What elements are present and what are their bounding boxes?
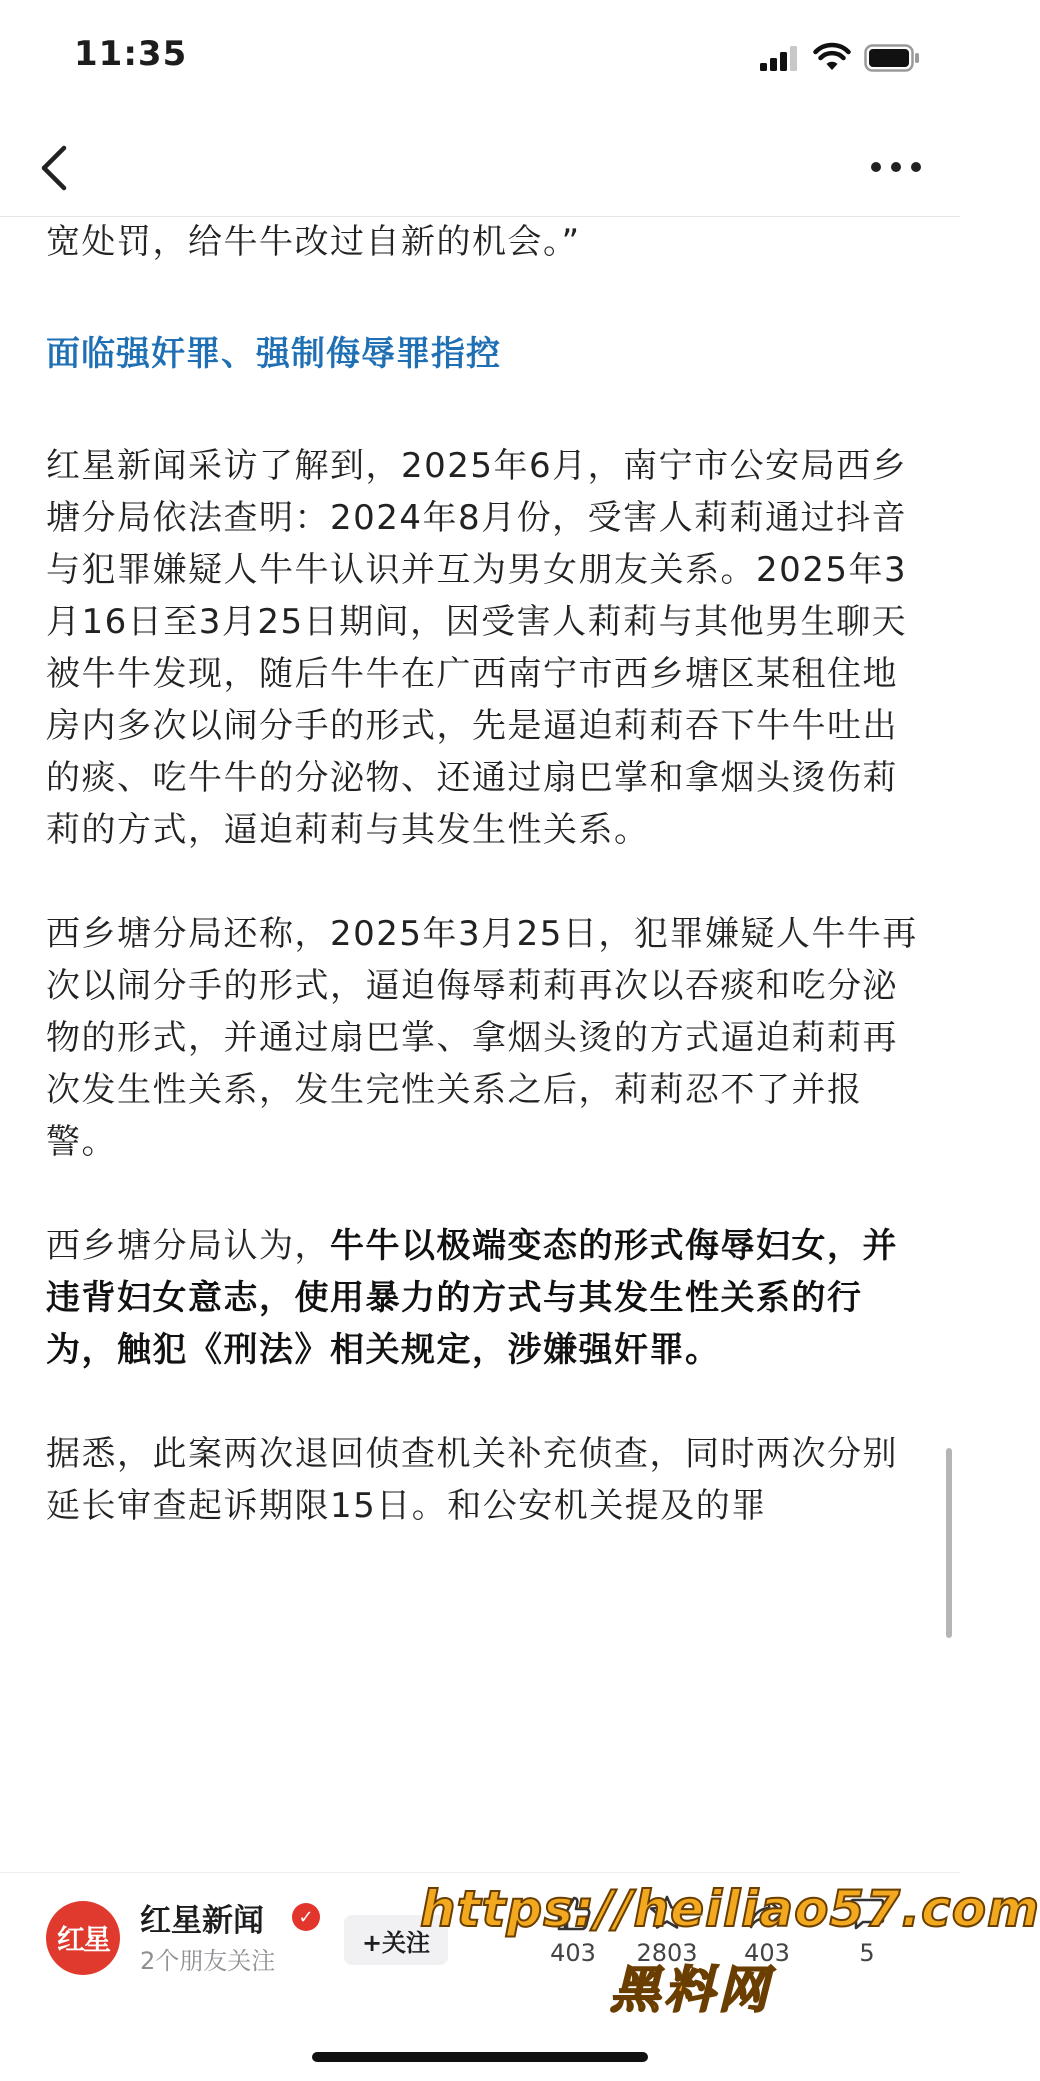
source-name[interactable]: 红星新闻 <box>140 1903 264 1939</box>
battery-icon <box>864 44 920 72</box>
star-icon <box>647 1893 687 1933</box>
like-count: 403 <box>550 1939 596 1967</box>
home-indicator[interactable] <box>312 2052 648 2062</box>
source-friends-following: 2个朋友关注 <box>140 1947 276 1975</box>
follow-button[interactable]: +关注 <box>344 1915 448 1965</box>
verified-badge-icon: ✓ <box>292 1903 320 1931</box>
article-paragraph-2: 西乡塘分局还称，2025年3月25日，犯罪嫌疑人牛牛再次以闹分手的形式，逼迫侮辱莉莉再次以吞痰和吃分泌物的形式，并通过扇巴掌、拿烟头烫的方式逼迫莉莉再次发生性关系，发生完性关系之后，莉莉忍不了并报警。 <box>46 914 918 1162</box>
comment-icon <box>847 1893 887 1933</box>
share-icon <box>747 1893 787 1933</box>
chevron-left-icon <box>32 140 82 196</box>
status-time: 11:35 <box>74 34 188 74</box>
cellular-signal-icon <box>760 45 800 71</box>
article-paragraph-3 <box>46 1220 920 1376</box>
scroll-indicator[interactable] <box>946 1448 952 1638</box>
more-button[interactable] <box>868 142 924 192</box>
status-icons <box>760 44 920 72</box>
like-button[interactable] <box>528 1893 618 1967</box>
watermark-name: 黑料网 <box>610 1961 772 2019</box>
share-button[interactable] <box>722 1893 812 1967</box>
comment-count: 5 <box>859 1939 875 1967</box>
nav-bar <box>0 120 960 217</box>
share-count: 403 <box>744 1939 790 1967</box>
watermark-url: https://heiliao57.com <box>420 1880 1040 1938</box>
back-button[interactable] <box>32 140 82 196</box>
thumbs-up-icon <box>553 1893 593 1933</box>
collect-count: 2803 <box>636 1939 698 1967</box>
source-avatar[interactable]: 红星 <box>46 1901 120 1975</box>
paragraph-3-bold-text: 牛牛以极端变态的形式侮辱妇女，并违背妇女意志，使用暴力的方式与其发生性关系的行为，触犯《刑法》相关规定，涉嫌强奸罪。 <box>46 1226 898 1370</box>
wifi-icon <box>814 44 850 72</box>
article-paragraph-1: 红星新闻采访了解到，2025年6月，南宁市公安局西乡塘分局依法查明：2024年8月份，受害人莉莉通过抖音与犯罪嫌疑人牛牛认识并互为男女朋友关系。2025年3月16日至3月25日期间，因受害人莉莉与其他男生聊天被牛牛发现，随后牛牛在广西南宁市西乡塘区某租住地房内多次以闹分手的形式，先是逼迫莉莉吞下牛牛吐出的痰、吃牛牛的分泌物、还通过扇巴掌和拿烟头烫伤莉莉的方式，逼迫莉莉与其发生性关系。 <box>46 446 908 850</box>
section-heading: 面临强奸罪、强制侮辱罪指控 <box>46 334 501 374</box>
article-paragraph-4: 据悉，此案两次退回侦查机关补充侦查，同时两次分别延长审查起诉期限15日。和公安机关提及的罪 <box>46 1434 898 1526</box>
article-lead-fragment: 宽处罚，给牛牛改过自新的机会。” <box>46 222 581 262</box>
collect-button[interactable] <box>622 1893 712 1967</box>
comment-button[interactable] <box>822 1893 912 1967</box>
paragraph-3-normal-text: 西乡塘分局认为， <box>46 1226 330 1266</box>
status-bar <box>0 0 960 120</box>
more-dots-icon <box>868 142 924 192</box>
bottom-bar <box>0 1872 960 2081</box>
article-body <box>46 216 920 1532</box>
